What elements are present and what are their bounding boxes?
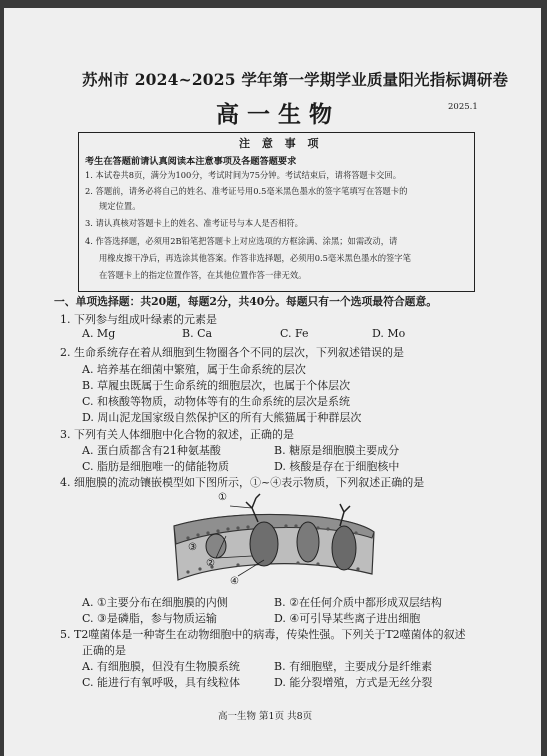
subject-title: 高一生物 (216, 101, 340, 128)
notice-item: 4. 作答选择题，必须用2B铅笔把答题卡上对应选项的方框涂满、涂黑；如需改动，请 (85, 236, 398, 246)
notice-item: 1. 本试卷共8页，满分为100分，考试时间为75分钟。考试结束后，请将答题卡交回。 (85, 170, 402, 180)
notice-intro: 考生在答题前请认真阅读本注意事项及各题答题要求 (85, 156, 297, 167)
exam-page (4, 8, 541, 756)
option-b: B. 草履虫既属于生命系统的细胞层次，也属于个体层次 (82, 379, 351, 392)
option-b: B. Ca (182, 327, 213, 340)
notice-item: 在答题卡上的指定位置作答，在其他位置作答一律无效。 (99, 270, 307, 280)
option-a: A. 培养基在细菌中繁殖，属于生命系统的层次 (82, 363, 306, 376)
option-d: D. 核酸是存在于细胞核中 (274, 460, 400, 473)
option-a: A. 蛋白质都含有21种氨基酸 (82, 444, 221, 457)
option-d: D. 能分裂增殖，方式是无丝分裂 (274, 676, 433, 689)
question-stem: 5. T2噬菌体是一种寄生在动物细胞中的病毒，传染性强。下列关于T2噬菌体的叙述 (60, 628, 466, 641)
page-footer: 高一生物 第1页 共8页 (218, 711, 313, 722)
option-a: A. ①主要分布在细胞膜的内侧 (82, 596, 228, 609)
question-stem: 4. 细胞膜的流动镶嵌模型如下图所示，①~④表示物质，下列叙述正确的是 (60, 476, 425, 489)
figure-label-2: ② (206, 558, 215, 569)
option-c: C. 能进行有氧呼吸，具有线粒体 (82, 676, 241, 689)
notice-box (78, 132, 475, 292)
exam-date: 2025.1 (448, 102, 478, 112)
membrane-model-figure (168, 486, 380, 590)
option-d: D. Mo (372, 327, 406, 340)
option-b: B. 有细胞壁，主要成分是纤维素 (274, 660, 433, 673)
section-heading: 一、单项选择题：共20题，每题2分，共40分。每题只有一个选项最符合题意。 (54, 295, 438, 308)
option-d: D. 周山泥龙国家级自然保护区的所有大熊猫属于种群层次 (82, 411, 362, 424)
option-d: D. ④可引导某些离子进出细胞 (274, 612, 421, 625)
option-a: A. 有细胞膜，但没有生物膜系统 (82, 660, 240, 673)
option-b: B. ②在任何介质中都形成双层结构 (274, 596, 442, 609)
question-stem: 1. 下列参与组成叶绿素的元素是 (60, 313, 217, 326)
question-stem: 3. 下列有关人体细胞中化合物的叙述，正确的是 (60, 428, 294, 441)
notice-item: 2. 答题前，请务必将自己的姓名、准考证号用0.5毫米黑色墨水的签字笔填写在答题卡的 (85, 186, 408, 196)
question-stem: 2. 生命系统存在着从细胞到生物圈各个不同的层次，下列叙述错误的是 (60, 346, 404, 359)
figure-label-4: ④ (230, 576, 239, 587)
option-b: B. 糖原是细胞膜主要成分 (274, 444, 400, 457)
option-c: C. 脂肪是细胞唯一的储能物质 (82, 460, 230, 473)
notice-item: 3. 请认真核对答题卡上的姓名、准考证号与本人是否相符。 (85, 218, 303, 228)
exam-title: 苏州市 2024~2025 学年第一学期学业质量阳光指标调研卷 (82, 70, 509, 89)
option-c: C. Fe (280, 327, 309, 340)
figure-label-1: ① (218, 492, 227, 503)
option-c: C. ③是磷脂，参与物质运输 (82, 612, 217, 625)
option-c: C. 和核酸等物质，动物体等有的生命系统的层次是系统 (82, 395, 351, 408)
notice-title: 注 意 事 项 (239, 137, 323, 150)
membrane-diagram (168, 486, 380, 590)
question-stem-cont: 正确的是 (82, 644, 126, 657)
figure-label-3: ③ (188, 542, 197, 553)
notice-item: 规定位置。 (99, 201, 141, 211)
option-a: A. Mg (82, 327, 116, 340)
notice-item: 用橡皮擦干净后，再选涂其他答案。作答非选择题，必须用0.5毫米黑色墨水的签字笔 (99, 253, 411, 263)
